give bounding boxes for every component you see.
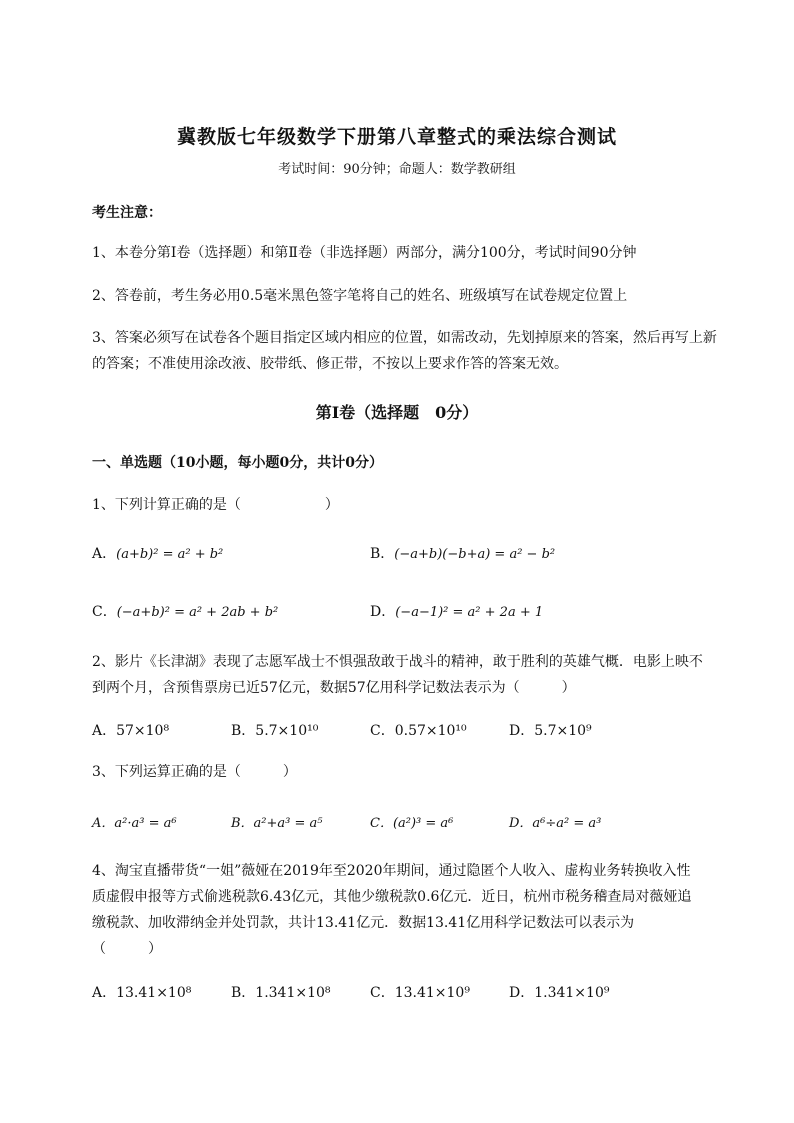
q2-option-d: D．5.7×10⁹ (509, 723, 592, 739)
q4-option-b: B．1.341×10⁸ (231, 985, 331, 1001)
q2-stem-line2: 到两个月，含预售票房已近57亿元，数据57亿用科学记数法表示为（ ） (92, 680, 576, 696)
q3-option-b: B．a²+a³ = a⁵ (231, 816, 323, 831)
exam-title: 冀教版七年级数学下册第八章整式的乘法综合测试 (176, 126, 617, 148)
q1-option-a-label: A． (92, 546, 117, 562)
notice-heading: 考生注意： (92, 205, 162, 221)
q1-option-d-label: D． (370, 604, 396, 620)
q4-option-d: D．1.341×10⁹ (509, 985, 610, 1001)
q1-option-c-label: C． (92, 604, 117, 620)
q3-option-a: A．a²·a³ = a⁶ (92, 816, 177, 831)
q1-option-d-formula: (−a−1)² = a² + 2a + 1 (395, 605, 544, 620)
q4-stem-line2: 质虚假申报等方式偷逃税款6.43亿元，其他少缴税款0.6亿元．近日，杭州市税务稽查局对薇娅追 (92, 889, 692, 905)
q4-option-c: C．13.41×10⁹ (370, 985, 470, 1001)
q1-stem: 1、下列计算正确的是（ ） (92, 497, 339, 513)
q1-option-b-formula: (−a+b)(−b+a) = a² − b² (394, 547, 556, 562)
q2-option-a: A．57×10⁸ (92, 723, 170, 739)
q1-option-b (370, 543, 555, 563)
q1-option-d (370, 601, 543, 621)
section-heading: 一、单选题（10小题，每小题0分，共计0分） (92, 455, 383, 471)
notice-item-1: 1、本卷分第I卷（选择题）和第Ⅱ卷（非选择题）两部分，满分100分，考试时间90分钟 (92, 245, 637, 261)
q2-option-c: C．0.57×10¹⁰ (370, 723, 467, 739)
q1-option-c (92, 601, 278, 621)
q1-option-a (92, 543, 223, 563)
q1-option-a-formula: (a+b)² = a² + b² (116, 547, 224, 562)
notice-item-3: 3、答案必须写在试卷各个题目指定区域内相应的位置，如需改动，先划掉原来的答案，然后再写上新 (92, 330, 717, 346)
q3-option-d: D．a⁶÷a² = a³ (509, 816, 602, 831)
q1-option-b-label: B． (370, 546, 395, 562)
q2-stem-line1: 2、影片《长津湖》表现了志愿军战士不惧强敌敢于战斗的精神，敢于胜利的英雄气概．电影上映不 (92, 654, 703, 670)
q4-stem-line3: 缴税款、加收滞纳金并处罚款，共计13.41亿元．数据13.41亿用科学记数法可以表示为 (92, 915, 635, 931)
q3-option-c: C．(a²)³ = a⁶ (370, 816, 454, 831)
q4-stem-line1: 4、淘宝直播带货“一姐”薇娅在2019年至2020年期间，通过隐匿个人收入、虚构业务转换收入性 (92, 863, 691, 879)
q4-option-a: A．13.41×10⁸ (92, 985, 192, 1001)
notice-item-2: 2、答卷前，考生务必用0.5毫米黑色签字笔将自己的姓名、班级填写在试卷规定位置上 (92, 288, 628, 304)
q4-stem-line4: （ ） (92, 941, 162, 957)
part-title: 第I卷（选择题 0分） (315, 403, 479, 422)
q1-option-c-formula: (−a+b)² = a² + 2ab + b² (116, 605, 279, 620)
exam-subtitle: 考试时间：90分钟；命题人：数学教研组 (278, 162, 516, 177)
notice-item-3-cont: 的答案；不准使用涂改液、胶带纸、修正带，不按以上要求作答的答案无效。 (92, 356, 568, 372)
q2-option-b: B．5.7×10¹⁰ (231, 723, 319, 739)
q3-stem: 3、下列运算正确的是（ ） (92, 764, 297, 780)
